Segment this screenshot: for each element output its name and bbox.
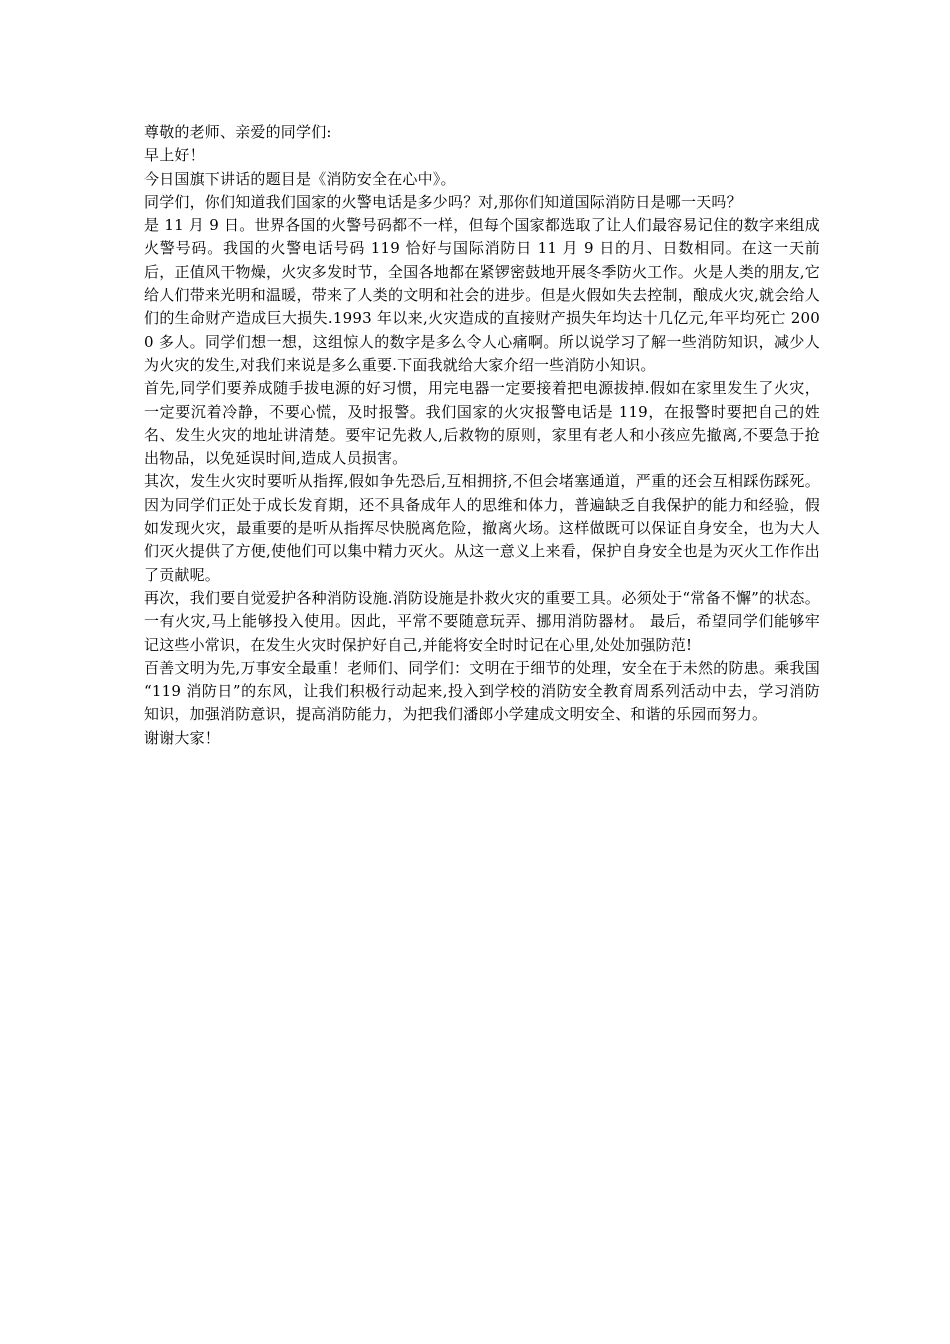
- paragraph-second: 其次，发生火灾时要听从指挥,假如争先恐后,互相拥挤,不但会堵塞通道，严重的还会互相踩伤踩死。因为同学们正处于成长发育期，还不具备成年人的思维和体力，普遍缺乏自我保护的能力和经验，假如发现火灾，最重要的是听从指挥尽快脱离危险，撤离火场。这样做既可以保证自身安全，也为大人们灭火提供了方便,使他们可以集中精力灭火。从这一意义上来看，保护自身安全也是为灭火工作作出了贡献呢。: [144, 472, 820, 584]
- paragraph-third: 再次，我们要自觉爱护各种消防设施.消防设施是扑救火灾的重要工具。必须处于“常备不懈”的状态。一有火灾,马上能够投入使用。因此，平常不要随意玩弄、挪用消防器材。 最后，希望同学们能够牢记这些小常识，在发生火灾时保护好自己,并能将安全时时记在心里,处处加强防范!: [144, 588, 820, 654]
- greeting: 早上好！: [144, 146, 205, 165]
- salutation: 尊敬的老师、亲爱的同学们:: [144, 123, 332, 141]
- paragraph-question: 同学们，你们知道我们国家的火警电话是多少吗？对,那你们知道国际消防日是哪一天吗？: [144, 192, 742, 211]
- paragraph-first: 首先,同学们要养成随手拔电源的好习惯，用完电器一定要接着把电源拔掉.假如在家里发生了火灾，一定要沉着冷静，不要心慌，及时报警。我们国家的火灾报警电话是 119，在报警时要把自己的姓名、发生火灾的地址讲清楚。要牢记先救人,后救物的原则，家里有老人和小孩应先撤离,不要急于抢出物品，以免延误时间,造成人员损害。: [144, 379, 820, 468]
- closing-thanks: 谢谢大家！: [144, 728, 221, 747]
- speech-topic: 今日国旗下讲话的题目是《消防安全在心中》。: [144, 169, 456, 188]
- paragraph-fire-day: 是 11 月 9 日。世界各国的火警号码都不一样，但每个国家都选取了让人们最容易记住的数字来组成火警号码。我国的火警电话号码 119 恰好与国际消防日 11 月 9 日的月、日数相同。在这一天前后，正值风干物燥，火灾多发时节，全国各地都在紧锣密鼓地开展冬季防火工作。火是人类的朋友,它给人们带来光明和温暖，带来了人类的文明和社会的进步。但是火假如失去控制，酿成火灾,就会给人们的生命财产造成巨大损失.1993 年以来,火灾造成的直接财产损失年均达十几亿元,年平均死亡 2000 多人。同学们想一想，这组惊人的数字是多么令人心痛啊。所以说学习了解一些消防知识，减少人为火灾的发生,对我们来说是多么重要.下面我就给大家介绍一些消防小知识。: [144, 216, 820, 374]
- paragraph-conclusion: 百善文明为先,万事安全最重！老师们、同学们：文明在于细节的处理，安全在于未然的防患。乘我国 “119 消防日”的东风，让我们积极行动起来,投入到学校的消防安全教育周系列活动中去，学习消防知识，加强消防意识，提高消防能力，为把我们潘郎小学建成文明安全、和谐的乐园而努力。: [144, 658, 820, 724]
- document-page: [144, 121, 820, 750]
